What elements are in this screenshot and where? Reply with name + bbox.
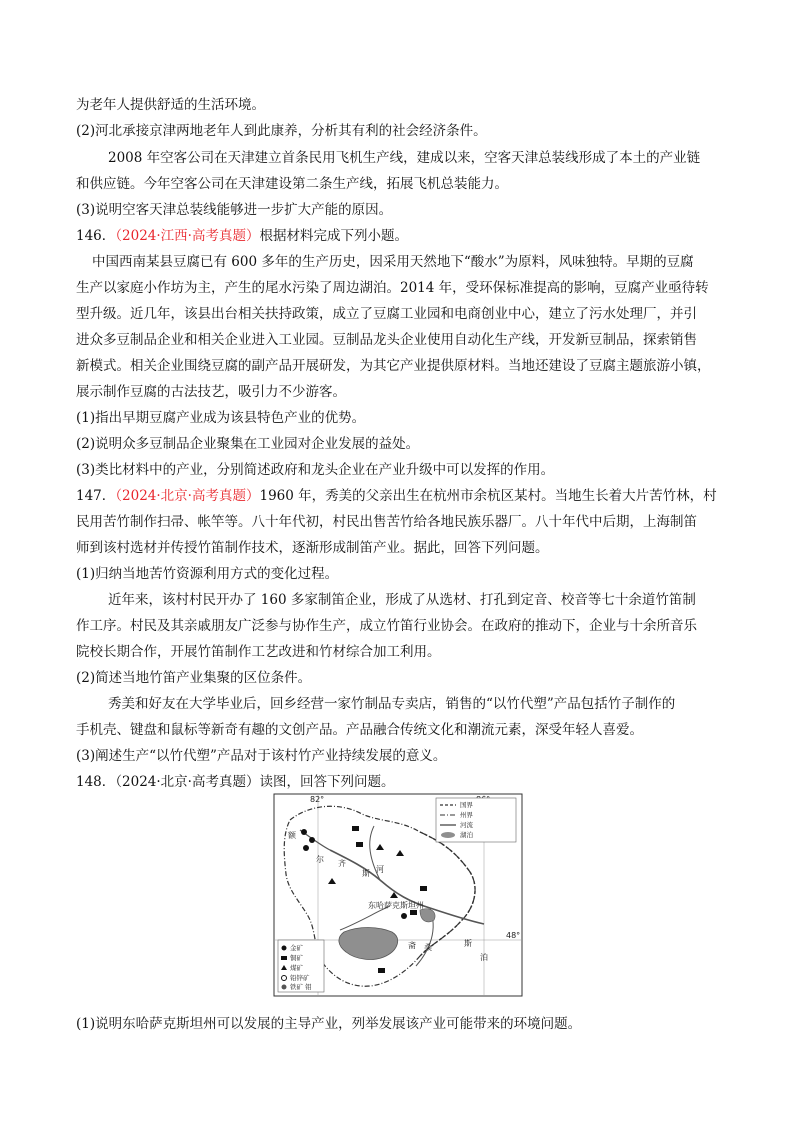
legend-label: 铁矿 钼 — [290, 983, 312, 991]
region-label: 东哈萨克斯坦州 — [368, 901, 424, 910]
question-2: (2)说明众多豆制品企业聚集在工业园对企业发展的益处。 — [76, 436, 420, 452]
paragraph-line: 为老年人提供舒适的生活环境。 — [76, 97, 265, 113]
paragraph-line: 型升级。近几年，该县出台相关扶持政策，成立了豆腐工业园和电商创业中心，建立了污水处理厂，并引 — [76, 306, 697, 322]
paragraph-line: 师到该村选材并传授竹笛制作技术，逐渐形成制笛产业。据此，回答下列问题。 — [76, 540, 549, 556]
paragraph-line: 秀美和好友在大学毕业后，回乡经营一家竹制品专卖店，销售的“以竹代塑”产品包括竹子制作的 — [108, 696, 676, 712]
place-name: 斋 — [408, 941, 416, 950]
lon-label: 82° — [310, 795, 325, 804]
paragraph-line: 和供应链。今年空客公司在天津建设第二条生产线，拓展飞机总装能力。 — [76, 176, 508, 192]
paragraph-line: 近年来，该村村民开办了 160 多家制笛企业，形成了从选材、打孔到定音、校音等七十余道竹笛制 — [108, 592, 696, 608]
legend-right — [436, 798, 516, 842]
question-instruction: 1960 年，秀美的父亲出生在杭州市余杭区某村。当地生长着大片苦竹林，村 — [259, 488, 717, 504]
gold-symbol — [401, 913, 407, 919]
legend-left — [278, 940, 324, 992]
legend-label: 铜矿 — [290, 954, 303, 962]
question-2: (2)河北承接京津两地老年人到此康养，分析其有利的社会经济条件。 — [76, 123, 487, 139]
place-name: 额 — [288, 831, 296, 840]
question-3: (3)阐述生产“以竹代塑”产品对于该村竹产业持续发展的意义。 — [76, 748, 447, 764]
paragraph-line: 展示制作豆腐的古法技艺，吸引力不少游客。 — [76, 384, 346, 400]
legend-label: 国界 — [460, 801, 473, 809]
region-map — [270, 790, 526, 1000]
question-instruction: 根据材料完成下列小题。 — [259, 228, 408, 244]
gold-symbol — [301, 829, 307, 835]
paragraph-line: 2008 年空客公司在天津建立首条民用飞机生产线，建成以来，空客天津总装线形成了本土的产业链 — [108, 150, 701, 166]
copper-symbol — [352, 826, 359, 831]
legend-copper-symbol — [281, 956, 287, 960]
question-147-header — [76, 487, 717, 505]
copper-symbol — [410, 910, 417, 915]
paragraph-line: 作工序。村民及其亲戚朋友广泛参与协作生产，成立竹笛行业协会。在政府的推动下，企业与十余所音乐 — [76, 618, 697, 634]
question-146-header — [76, 227, 408, 245]
gold-symbol — [309, 837, 315, 843]
question-3: (3)说明空客天津总装线能够进一步扩大产能的原因。 — [76, 202, 393, 218]
question-3: (3)类比材料中的产业，分别简述政府和龙头企业在产业升级中可以发挥的作用。 — [76, 462, 555, 478]
question-2: (2)简述当地竹笛产业集聚的区位条件。 — [76, 670, 312, 686]
question-source: （2024·江西·高考真题） — [115, 228, 260, 244]
paragraph-line: 生产以家庭小作坊为主，产生的尾水污染了周边湖泊。2014 年，受环保标准提高的影响，豆腐产业亟待转 — [76, 280, 709, 296]
place-name: 斯 — [362, 869, 370, 878]
paragraph-line: 进众多豆制品企业和相关企业进入工业园。豆制品龙头企业使用自动化生产线，开发新豆制品，探索销售 — [76, 332, 697, 348]
paragraph-line: 中国西南某县豆腐已有 600 多年的生产历史，因采用天然地下“酸水”为原料，风味独特。早期的豆腐 — [92, 254, 694, 270]
legend-label: 湖泊 — [460, 831, 473, 839]
legend-lake-swatch — [441, 832, 455, 838]
question-number: 147． — [76, 488, 116, 504]
place-name: 尔 — [316, 855, 324, 864]
copper-symbol — [420, 886, 427, 891]
copper-symbol — [378, 968, 385, 973]
place-name: 河 — [376, 865, 384, 874]
question-1: (1)指出早期豆腐产业成为该县特色产业的优势。 — [76, 410, 366, 426]
gold-symbol — [303, 845, 309, 851]
question-number: 148． — [76, 774, 116, 790]
place-name: 斯 — [464, 939, 472, 948]
legend-label: 煤矿 — [290, 964, 303, 972]
question-source: （2024·北京·高考真题） — [115, 774, 260, 790]
place-name: 齐 — [338, 859, 346, 868]
copper-symbol — [356, 842, 363, 847]
lat-label: 48° — [506, 931, 521, 940]
legend-label: 金矿 — [290, 944, 303, 952]
legend-label: 州界 — [460, 811, 473, 819]
place-name: 桑 — [424, 943, 432, 952]
legend-label: 河流 — [460, 821, 473, 829]
paragraph-line: 新模式。相关企业围绕豆腐的副产品开展研发，为其它产业提供原材料。当地还建设了豆腐主题旅游小镇， — [76, 358, 711, 374]
legend-iron-symbol — [282, 985, 287, 990]
paragraph-line: 手机壳、键盘和鼠标等新奇有趣的文创产品。产品融合传统文化和潮流元素，深受年轻人喜爱。 — [76, 722, 643, 738]
place-name: 泊 — [480, 953, 488, 962]
question-1: (1)说明东哈萨克斯坦州可以发展的主导产业，列举发展该产业可能带来的环境问题。 — [76, 1016, 582, 1032]
question-148-header — [76, 773, 394, 791]
map-svg — [270, 790, 526, 1000]
question-instruction: 读图，回答下列问题。 — [259, 774, 395, 790]
legend-gold-symbol — [282, 946, 287, 951]
paragraph-line: 院校长期合作，开展竹笛制作工艺改进和竹材综合加工利用。 — [76, 644, 441, 660]
legend-label: 铅锌矿 — [290, 974, 310, 982]
question-number: 146． — [76, 228, 116, 244]
question-1: (1)归纳当地苦竹资源利用方式的变化过程。 — [76, 566, 339, 582]
question-source: （2024·北京·高考真题） — [115, 488, 260, 504]
paragraph-line: 民用苦竹制作扫帚、帐竿等。八十年代初，村民出售苦竹给各地民族乐器厂。八十年代中后期，上海制笛 — [76, 514, 697, 530]
